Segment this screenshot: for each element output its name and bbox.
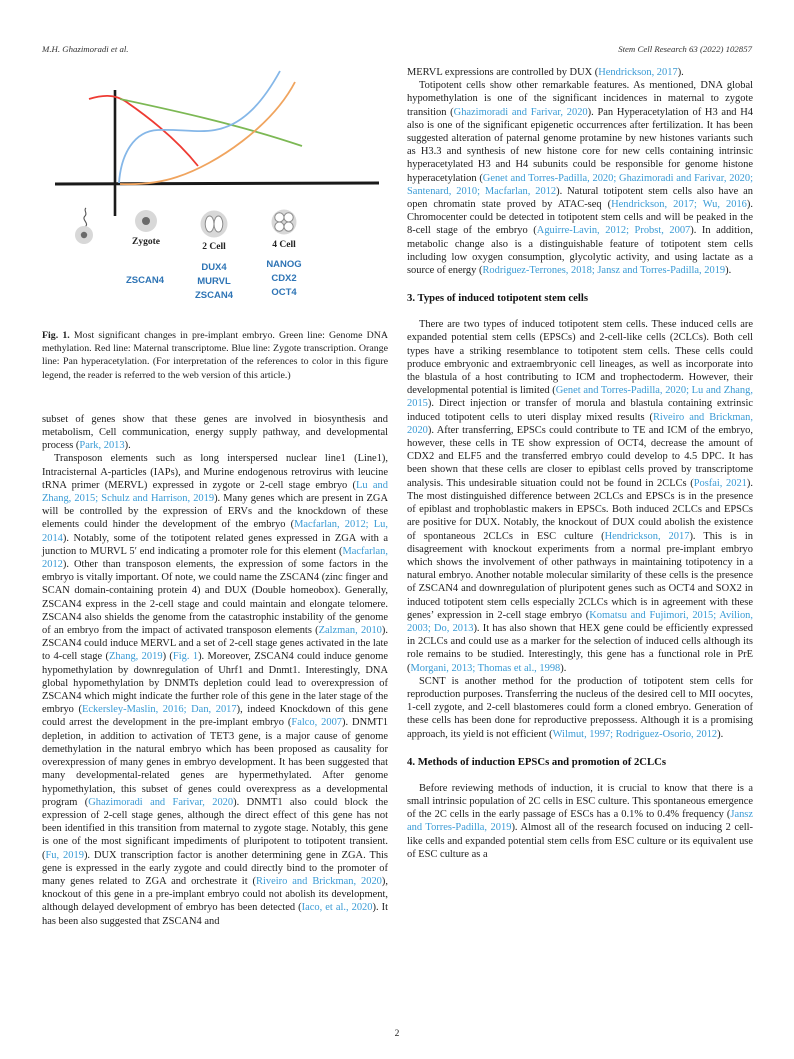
zygote-transcription-curve (119, 71, 280, 183)
figure-1 (52, 68, 386, 320)
paragraph (407, 782, 753, 861)
citation-link[interactable]: Park, 2013 (79, 440, 125, 452)
citation-link[interactable]: Lu and Zhang, 2015; Schulz and Harrison, 2019 (42, 479, 388, 505)
text-run: ). It has been also suggested that ZSCAN4 and (42, 902, 388, 927)
text-run: ). DUX transcription factor is another determining gene in ZGA. This gene is expressed in the early zygote and could directly bind to the promoter of many genes related to ZGA and orchestrate it ( (42, 849, 388, 887)
citation-link[interactable]: Fu, 2019 (45, 849, 84, 861)
four-cell-label: 4 Cell (272, 240, 296, 250)
citation-link[interactable]: Morgani, 2013; Thomas et al., 1998 (410, 662, 561, 674)
text-run: There are two types of induced totipotent stem cells. These induced cells are expanded potential stem cells (EPSCs) and 2-cell-like cells (2CLCs). Both cell types have a striking resemblance to totipotent stem cells. These cells could produce embryonic and extraembryonic cell lineages, as well as incorporate into the blastula of a host contributing to ICM and trophectoderm. However, their developmental potential is limited ( (407, 319, 753, 397)
page-number: 2 (394, 1029, 400, 1039)
citation-link[interactable]: Komatsu and Fujimori, 2015; Avilion, 2003; Do, 2013 (407, 609, 753, 634)
zygote-icon (135, 210, 157, 232)
text-run: ) ( (162, 651, 173, 663)
citation-link[interactable]: Zalzman, 2010 (318, 625, 382, 637)
text-run: ). Many genes which are present in ZGA will be controlled by the expression of ERVs and the knockdown of these elements could hinder the development of the embryo ( (42, 493, 388, 531)
text-run: ). After transferring, EPSCs could contribute to TE and ICM of the embryo, however, these cells in TE show expression of OCT4, decrease the amount of CDX2 and ELF5 and the transferred embryo could develop to 4.5 DPC. It has been shown that these cells are closer to epiblast cells proved by transcriptome analysis. This undesirable situation could not be found in 2CLCs ( (407, 424, 753, 489)
citation-link[interactable]: Fig. 1 (172, 651, 199, 663)
text-run: ). Natural totipotent stem cells also have an open chromatin state proved by ATAC-seq ( (407, 185, 753, 211)
citation-link[interactable]: Hendrickson, 2017; Wu, 2016 (611, 199, 747, 211)
four-cell-gene-nanog: NANOG (266, 259, 302, 270)
four-cell-gene-cdx2: CDX2 (271, 273, 297, 284)
text-run: Transposon elements such as long interspersed nuclear line1 (Line1), Intracisternal A-particles (IAPs), and Murine endogenous retrovirus with leucine tRNA primer (MERVL) expressed in zygote or 2-cell stage embryo ( (42, 453, 388, 491)
two-cell-icon (201, 211, 228, 238)
text-run: ). DNMT1 depletion, in addition to activation of TET3 gene, is a major cause of genome demethylation in the natural embryo which has been proposed as causality for overexpression of many genes in embryo development. It has been suggested that many developmental-related genes are hypermethylated. After genome hypomethylation, this subset of genes could overexpress as a developmental program ( (42, 717, 388, 808)
right-column-body (407, 66, 753, 861)
citation-link[interactable]: Posfai, 2021 (693, 477, 747, 489)
citation-link[interactable]: Jansz and Torres-Padilla, 2019 (407, 809, 753, 834)
paragraph (407, 66, 753, 79)
two-cell-gene-dux4: DUX4 (201, 262, 227, 273)
text-run: Before reviewing methods of induction, it is crucial to know that there is a small intrinsic population of 2C cells in ESC culture. This spontaneous emergence of the 2C cells in the early passage of ESCs has a 0.1% to 0.4% frequency ( (407, 782, 753, 821)
text-run: ). (725, 265, 732, 277)
citation-link[interactable]: Genet and Torres-Padilla, 2020; Ghazimoradi and Farivar, 2020; Santenard, 2010; Macfarlan, 2012 (407, 172, 753, 197)
zygote-label: Zygote (132, 237, 160, 247)
paragraph (407, 675, 753, 741)
two-cell-gene-murvl: MURVL (197, 276, 231, 287)
genome-dna-methylation-curve (120, 99, 302, 146)
citation-link[interactable]: Riveiro and Brickman, 2020 (256, 875, 382, 887)
text-run: ). (124, 440, 131, 452)
two-cell-label: 2 Cell (202, 242, 226, 252)
paragraph (42, 413, 388, 453)
text-run: ), indeed Knockdown of this gene could arrest the development in the pre-implant embryo ( (42, 704, 388, 729)
left-column (42, 66, 388, 928)
paragraph (42, 452, 388, 927)
citation-link[interactable]: Iaco, et al., 2020 (301, 902, 373, 914)
text-run: Totipotent cells show other remarkable features. As mentioned, DNA global hypomethylation is one of the significant incidences in maternal to zygote transition ( (407, 80, 753, 118)
header-journal-ref: Stem Cell Research 63 (2022) 102857 (618, 44, 752, 54)
figure-caption (42, 329, 388, 382)
two-cell-gene-zscan4: ZSCAN4 (194, 290, 234, 301)
paragraph (407, 318, 753, 674)
text-run: ). (560, 662, 567, 674)
citation-link[interactable]: Macfarlan, 2012; Lu, 2014 (42, 519, 388, 544)
text-run: ). DNMT1 also could block the expression of 2-cell stage genes, although the direct effect of this gene has not been identified in this transition from maternal to zygote stage. Notably, this gene is one of the most significant impediments of pluripotent to totipotent transient. ( (42, 796, 388, 861)
section-heading: 4. Methods of induction EPSCs and promotion of 2CLCs (407, 755, 667, 768)
citation-link[interactable]: Ghazimoradi and Farivar, 2020 (453, 106, 588, 118)
citation-link[interactable]: Falco, 2007 (291, 717, 343, 729)
text-run: ). (717, 728, 724, 740)
text-run: ). Chromocenter could be detected in totipotent stem cells and will be peaked in the 8-cell stage of the embryo ( (407, 199, 753, 237)
text-run: ). Notably, some of the totipotent related genes expressed in ZGA with a junction to MURVL 5′ end indicating a promoter role for this element ( (42, 532, 388, 557)
figure-caption-text: Most significant changes in pre-implant embryo. Green line: Genome DNA methylation. Red line: Maternal transcriptome. Blue line: Zygote transcription. Orange line: Pan hyperacetylation. (For interpretation of the references to color in this figure legend, the reader is referred to the web version of this article.) (42, 330, 388, 381)
citation-link[interactable]: Macfarlan, 2012 (42, 545, 388, 571)
sperm-icon (75, 208, 93, 244)
figure-1-canvas (52, 68, 386, 315)
text-run: ). (677, 67, 684, 78)
text-run: ). Pan Hyperacetylation of H3 and H4 also is one of the significant epigenetic occurrences after fertilization. It has been suggested alteration of paternal genome protamine by new histones variants such as H3.3 and synthesis of new histone core for new cells containing intrinsic hyperacetylated H3 and H4 subunits could be responsible for genome histone hyperacetylation ( (407, 106, 754, 184)
figure-caption-lead: Fig. 1. (42, 330, 70, 341)
four-cell-gene-oct4: OCT4 (271, 287, 297, 298)
figure-x-axis (55, 183, 379, 184)
text-run: ). This is in disagreement with knockout experiments from a normal pre-implant embryo which shows the involvement of other pathways in maintaining totipotency in a natural embryo. Another notable molecular similarity of these cells is the presence of ZSCAN4 and downregulation of pluripotent genes such as OCT4 and SOX2 in induced totipotent stem cells especially 2CLCs which is in agreement with these genes’ expression in 2-cell stage embryo ( (407, 530, 753, 621)
citation-link[interactable]: Genet and Torres-Padilla, 2020; Lu and Zhang, 2015 (407, 385, 753, 410)
citation-link[interactable]: Riveiro and Brickman, 2020 (407, 411, 753, 436)
citation-link[interactable]: Zhang, 2019 (109, 651, 163, 663)
citation-link[interactable]: Hendrickson, 2017 (604, 530, 690, 542)
text-run: subset of genes show that these genes are involved in biosynthesis and metabolism, Cell communication, energy supply pathway, and developmental process ( (42, 413, 388, 452)
left-column-body (42, 413, 388, 928)
text-run: ). Moreover, ZSCAN4 could induce genome hypomethylation by downregulation of Uhrf1 and Dnmt1. Interestingly, DNA global hypomethylation by DNMTs depletion could lead to overexpression of ZSCAN4 which might indicate the further role of this gene in the later stage of the embryo ( (42, 651, 388, 716)
text-run: ). In addition, metabolic change also is a distinguishable feature of totipotent stem cells including low oxygen consumption, glycolytic activity, and using lactate as a source of energy ( (407, 225, 753, 277)
text-run: SCNT is another method for the production of totipotent stem cells for reproduction purposes. Transferring the nucleus of the desired cell to MII oocytes, 1-cell zygote, and 2-cell blastomeres could form a cloned embryo. Generation of these cells has been done for reproductive prepossess. Although it is a promising approach, its yield is not efficient ( (407, 675, 753, 740)
text-run: ). Almost all of the research focused on inducing 2 cell-like cells and expanded potential stem cells from ESC culture or its equivalent use of ESC culture as a (407, 822, 753, 860)
text-run: ), knockout of this gene in a pre-implant embryo could not abolish its development, although delayed development of embryo has been detected ( (42, 875, 388, 914)
citation-link[interactable]: Ghazimoradi and Farivar, 2020 (88, 796, 234, 808)
citation-link[interactable]: Wilmut, 1997; Rodriguez-Osorio, 2012 (552, 728, 718, 740)
citation-link[interactable]: Hendrickson, 2017 (598, 67, 678, 78)
text-run: ). ZSCAN4 could induce MERVL and a set of 2-cell stage genes activated in the late to 4-cell stage ( (42, 625, 388, 663)
text-run: ). Direct injection or transfer of morula and blastula containing extrinsic induced totipotent cells to uteri display mixed results ( (407, 398, 753, 423)
section-heading: 3. Types of induced totipotent stem cells (407, 292, 588, 305)
citation-link[interactable]: Rodriguez-Terrones, 2018; Jansz and Torres-Padilla, 2019 (482, 265, 726, 277)
zygote-gene-zscan4: ZSCAN4 (125, 275, 165, 286)
text-run: ). Other than transposon elements, the expression of some factors in the embryo is vitally important. Of note, we could name the ZSCAN4 (zinc finger and SCAN domain-containing protein 4) and DUX (Double homeobox). Generally, ZSCAN4 express in the 2-cell stage and could maintain and elongate telomere. ZSCAN4 also shields the genome from the catastrophic instability of the genome of an embryo from the impact of activated transposon elements ( (42, 559, 388, 637)
text-run: ). The most distinguished difference between 2CLCs and EPSCs is in the presence of epiblast and trophoblastic makers in EPSCs. Both induced 2CLCs and EPSCs are positive for DUX. Notably, the knockout of DUX could abolish the existence of spontaneous 2CLCs in ESC culture ( (407, 477, 753, 542)
text-run: ). It has also shown that HEX gene could be efficiently expressed in 2CLCs and could use as a marker for the selection of induced cells although its role remains to be studied. Interestingly, this gene has a functional role in PrE ( (407, 622, 753, 674)
four-cell-icon (272, 210, 297, 235)
right-column (407, 66, 753, 861)
text-run: MERVL expressions are controlled by DUX ( (407, 67, 599, 78)
citation-link[interactable]: Eckersley-Maslin, 2016; Dan, 2017 (81, 704, 237, 716)
header-authors: M.H. Ghazimoradi et al. (42, 44, 129, 54)
citation-link[interactable]: Aguirre-Lavin, 2012; Probst, 2007 (536, 225, 691, 237)
paragraph (407, 79, 753, 277)
